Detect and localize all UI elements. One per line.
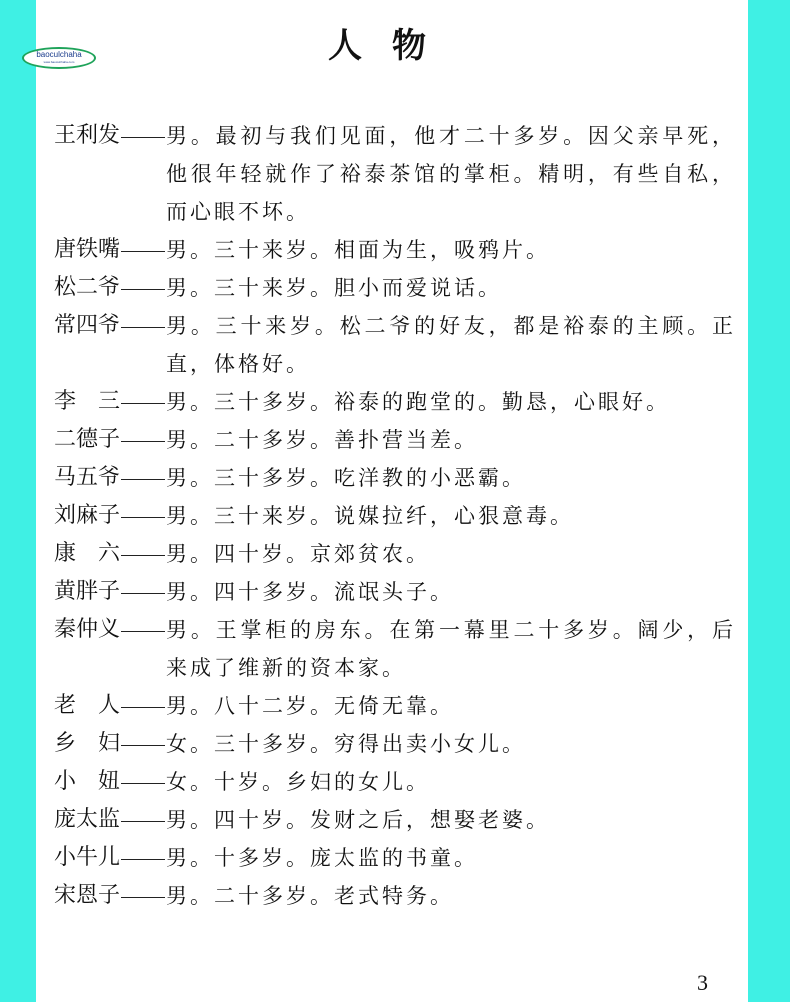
page-title: 人物: [328, 26, 456, 66]
character-name: 松 二 爷: [54, 275, 121, 300]
character-entry: [54, 383, 744, 421]
character-description: 女。十岁。乡妇的女儿。: [166, 770, 430, 794]
em-dash-separator: [120, 877, 166, 915]
character-name: 乡 妇: [54, 731, 120, 756]
em-dash-separator: [120, 497, 166, 535]
character-name: 马 五 爷: [54, 465, 121, 490]
character-name: 小 妞: [54, 769, 120, 794]
character-entry: [54, 839, 744, 877]
em-dash-separator: [120, 459, 166, 497]
character-name: 李 三: [54, 389, 120, 414]
character-entry: [54, 877, 744, 915]
character-entry: [54, 459, 744, 497]
em-dash-separator: [120, 687, 166, 725]
logo-text: baoculchaha: [36, 50, 82, 59]
character-description: 男。四十岁。京郊贫农。: [166, 542, 430, 566]
em-dash-separator: [120, 307, 166, 345]
book-page: [36, 0, 748, 1002]
character-name: 唐 铁 嘴: [54, 237, 121, 262]
character-description: 男。二十多岁。善扑营当差。: [166, 428, 478, 452]
character-name: 庞 太 监: [54, 807, 121, 832]
character-name: 刘 麻 子: [54, 503, 121, 528]
character-entry: [54, 801, 744, 839]
em-dash-separator: [120, 725, 166, 763]
character-description: 女。三十多岁。穷得出卖小女儿。: [166, 732, 526, 756]
character-entry: [54, 573, 744, 611]
character-entry: [54, 497, 744, 535]
em-dash-separator: [120, 383, 166, 421]
em-dash-separator: [120, 535, 166, 573]
em-dash-separator: [120, 231, 166, 269]
character-description: 男。四十多岁。流氓头子。: [166, 580, 454, 604]
em-dash-separator: [120, 573, 166, 611]
logo-subtext: www.baoculchaha.com: [43, 60, 75, 64]
character-entry: [54, 725, 744, 763]
page-number: 3: [697, 970, 708, 995]
character-entry: [54, 117, 744, 231]
character-entry: [54, 421, 744, 459]
em-dash-separator: [120, 421, 166, 459]
character-entry: [54, 687, 744, 725]
character-entry: [54, 763, 744, 801]
em-dash-separator: [120, 763, 166, 801]
em-dash-separator: [120, 839, 166, 877]
character-description: 男。三十来岁。松二爷的好友，都是裕泰的主顾。正直，体格好。: [166, 314, 736, 376]
character-name: 康 六: [54, 541, 120, 566]
em-dash-separator: [120, 269, 166, 307]
character-description: 男。三十多岁。吃洋教的小恶霸。: [166, 466, 526, 490]
character-entry: [54, 269, 744, 307]
character-description: 男。最初与我们见面，他才二十多岁。因父亲早死，他很年轻就作了裕泰茶馆的掌柜。精明，有些自私，而心眼不坏。: [166, 124, 736, 224]
character-description: 男。十多岁。庞太监的书童。: [166, 846, 478, 870]
character-entry: [54, 231, 744, 269]
character-description: 男。王掌柜的房东。在第一幕里二十多岁。阔少，后来成了维新的资本家。: [166, 618, 736, 680]
character-entry: [54, 611, 744, 687]
em-dash-separator: [120, 117, 166, 155]
character-name: 王 利 发: [54, 123, 121, 148]
character-description: 男。三十多岁。裕泰的跑堂的。勤恳，心眼好。: [166, 390, 670, 414]
character-entry: [54, 535, 744, 573]
character-name: 二 德 子: [54, 427, 121, 452]
character-name: 常 四 爷: [54, 313, 121, 338]
character-name: 黄 胖 子: [54, 579, 121, 604]
character-list: [54, 117, 744, 915]
character-name: 宋 恩 子: [54, 883, 121, 908]
character-name: 小 牛 儿: [54, 845, 121, 870]
character-entry: [54, 307, 744, 383]
character-description: 男。三十来岁。相面为生，吸鸦片。: [166, 238, 550, 262]
character-name: 秦 仲 义: [54, 617, 121, 642]
character-description: 男。三十来岁。说媒拉纤，心狠意毒。: [166, 504, 574, 528]
em-dash-separator: [120, 801, 166, 839]
character-description: 男。八十二岁。无倚无靠。: [166, 694, 454, 718]
em-dash-separator: [120, 611, 166, 649]
character-description: 男。二十多岁。老式特务。: [166, 884, 454, 908]
character-description: 男。三十来岁。胆小而爱说话。: [166, 276, 502, 300]
character-description: 男。四十岁。发财之后，想娶老婆。: [166, 808, 550, 832]
character-name: 老 人: [54, 693, 120, 718]
